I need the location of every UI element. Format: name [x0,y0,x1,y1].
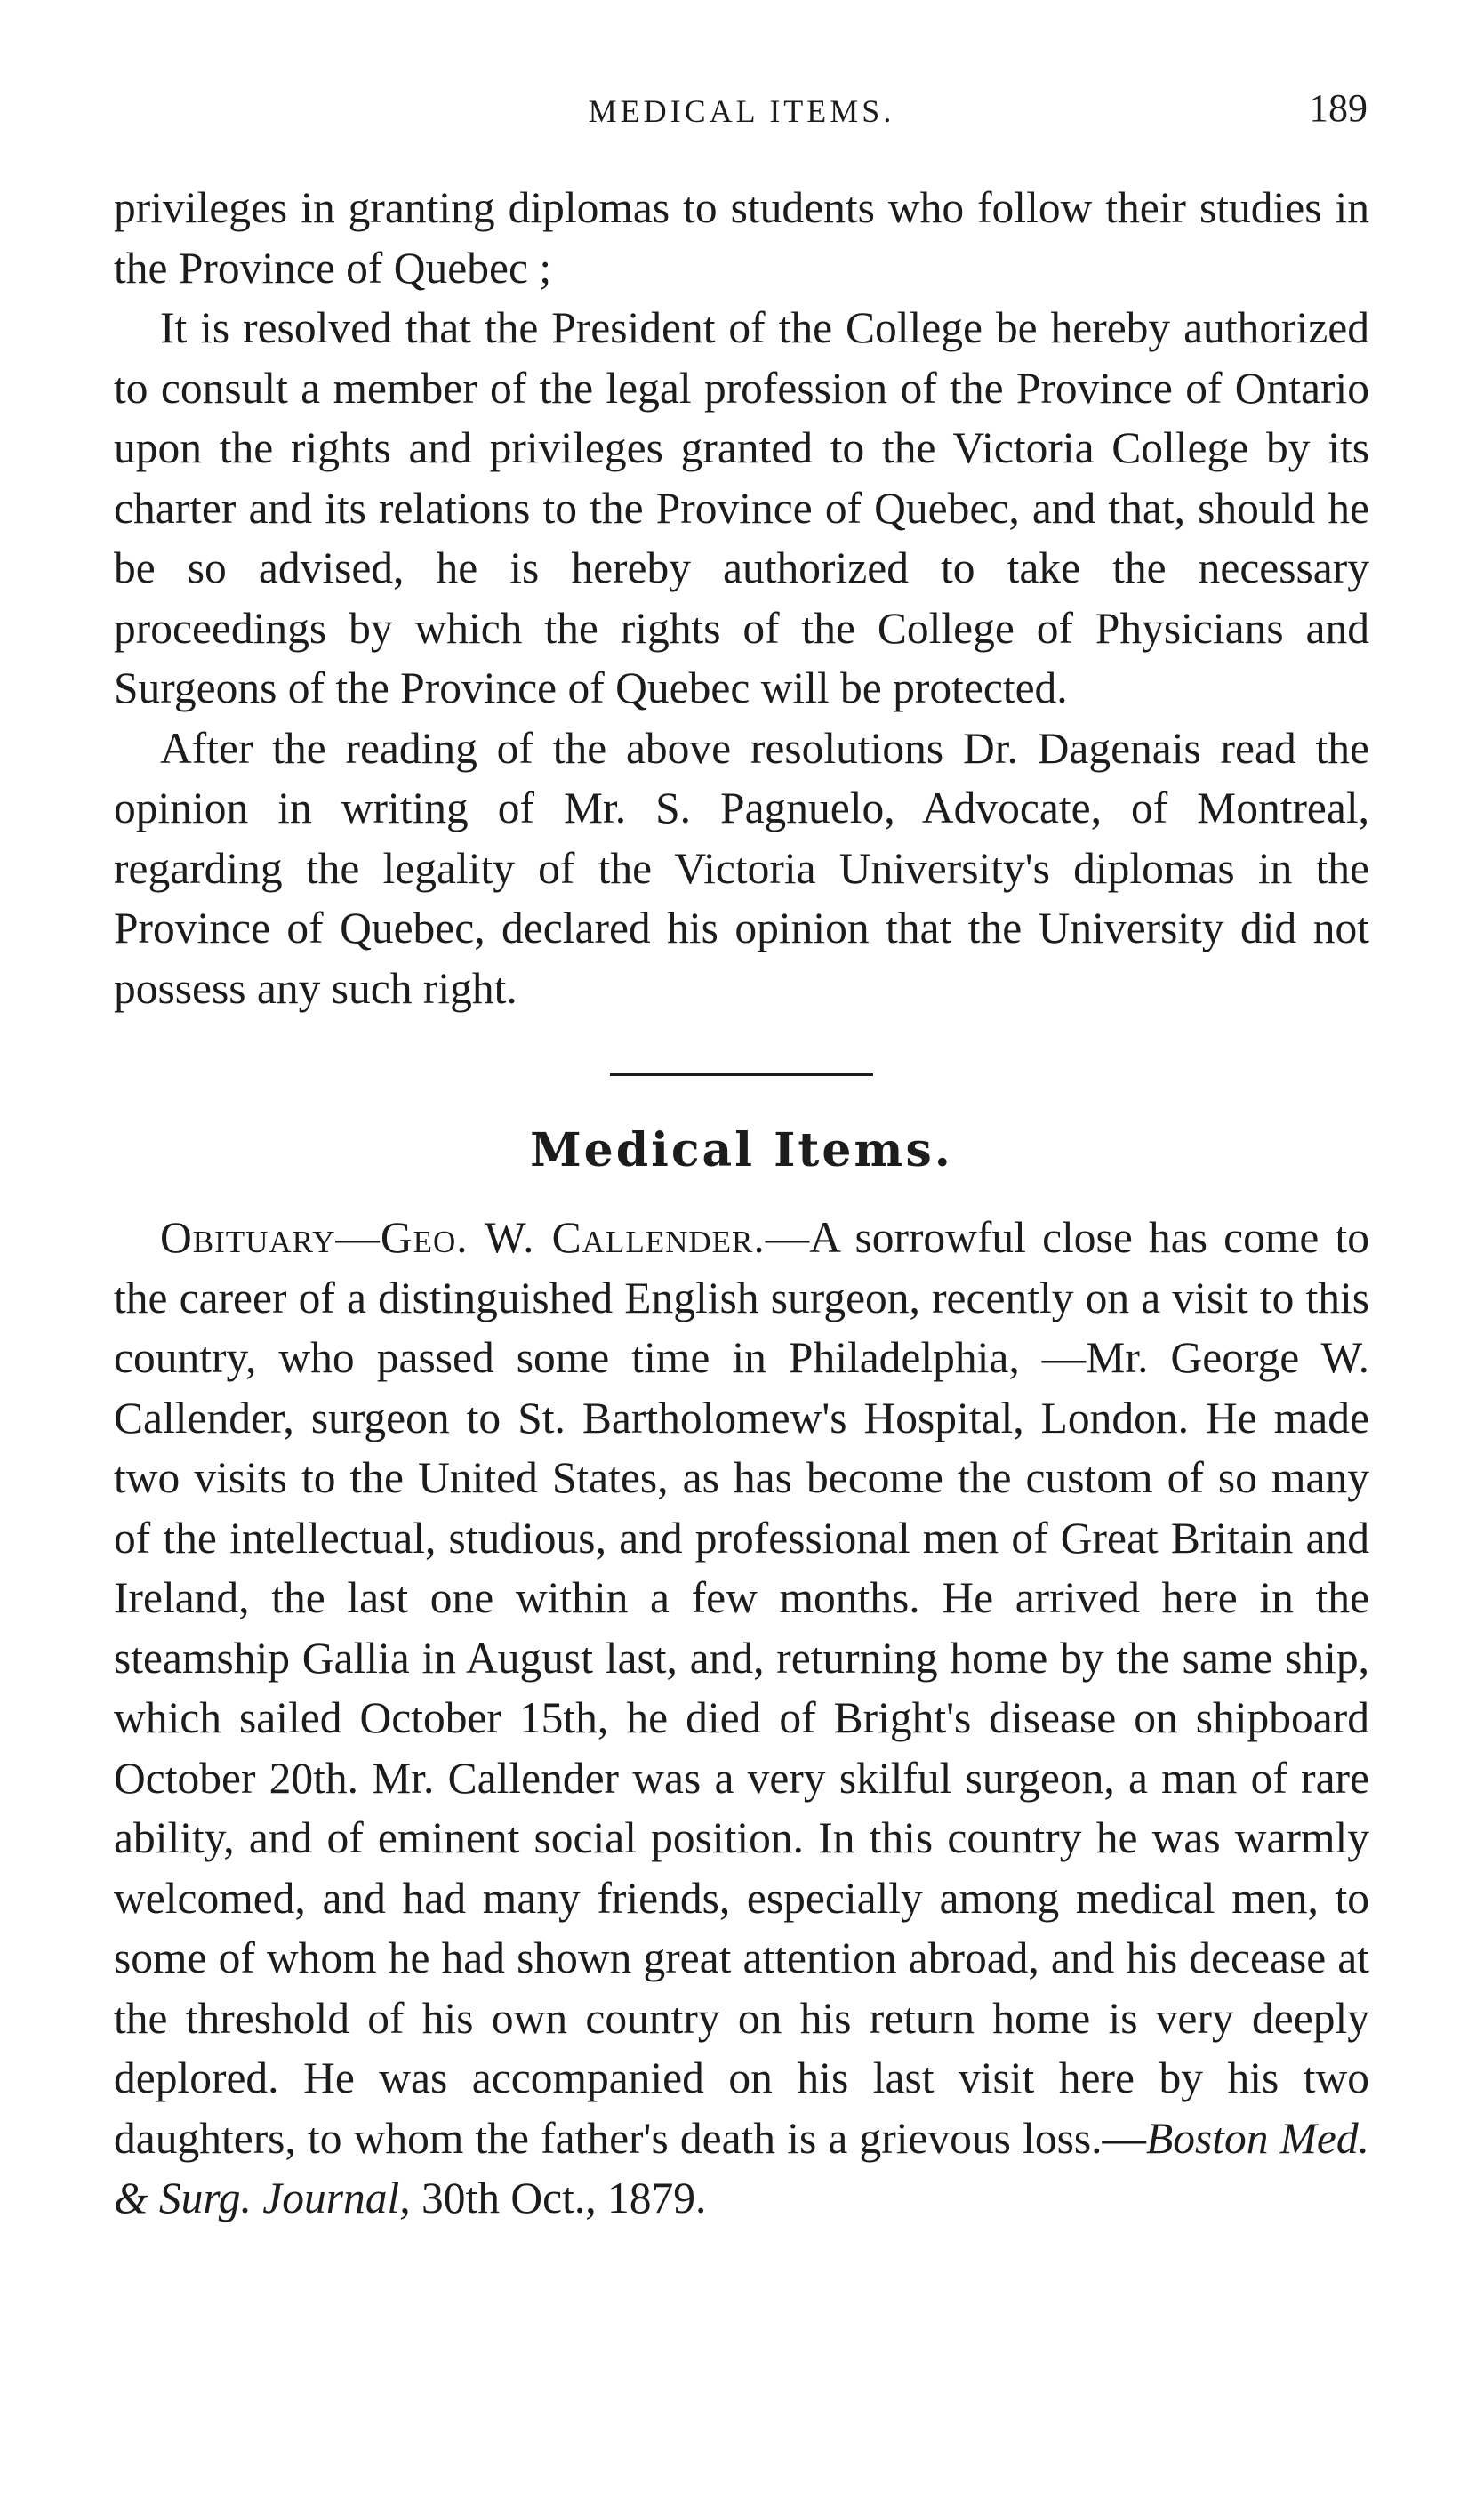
body-text [114,178,1369,1018]
citation-dash: — [1102,2113,1146,2163]
document-page [114,80,1369,2229]
running-title: MEDICAL ITEMS. [588,93,895,129]
running-head [114,80,1369,135]
paragraph-opinion: After the reading of the above resolutions Dr. Dagenais read the opinion in writing of Mr. S. Pagnuelo, Advocate, of Montreal, regarding the legality of the Victoria University's diplomas in the Province of Quebec, declared his opinion that the University did not possess any such right. [114,723,1369,1013]
obituary-lead: Obituary—Geo. W. Callender. [160,1213,766,1262]
section-divider [610,1073,873,1076]
obituary-section [114,1208,1369,2229]
section-heading: Medical Items. [530,1123,953,1177]
paragraph-continuation: privileges in granting diplomas to students who follow their studies in the Province of Quebec ; [114,183,1369,293]
obituary-text: —A sorrowful close has come to the career of a distinguished English surgeon, recently on a visit to this country, who passed some time in Philadelphia, —Mr. George W. Callender, surgeon to St. Bartholomew's Hospital, London. He made two visits to the United States, as has become the custom of so many of the intellectual, studious, and professional men of Great Britain and Ireland, the last one within a few months. He arrived here in the steamship Gallia in August last, and, returning home by the same ship, which sailed October 15th, he died of Bright's disease on shipboard October 20th. Mr. Callender was a very skilful surgeon, a man of rare ability, and of eminent social position. In this country he was warmly welcomed, and had many friends, especially among medical men, to some of whom he had shown great attention abroad, and his decease at the threshold of his own country on his return home is very deeply deplored. He was accompanied on his last visit here by his two daughters, to whom the father's death is a grievous loss. [114,1213,1370,2163]
paragraph-resolution: It is resolved that the President of the College be hereby authorized to consult a member of the legal profession of the Province of Ontario upon the rights and privileges granted to the Victoria College by its charter and its relations to the Province of Quebec, and that, should he be so advised, he is hereby authorized to take the necessary proceedings by which the rights of the College of Physicians and Surgeons of the Province of Quebec will be protected. [114,303,1369,712]
page-number: 189 [1309,86,1368,130]
citation-source: Boston Med. & Surg. Journal, [114,2113,1369,2222]
obituary-paragraph [114,1208,1369,2229]
citation-date: 30th Oct., 1879. [410,2174,707,2222]
